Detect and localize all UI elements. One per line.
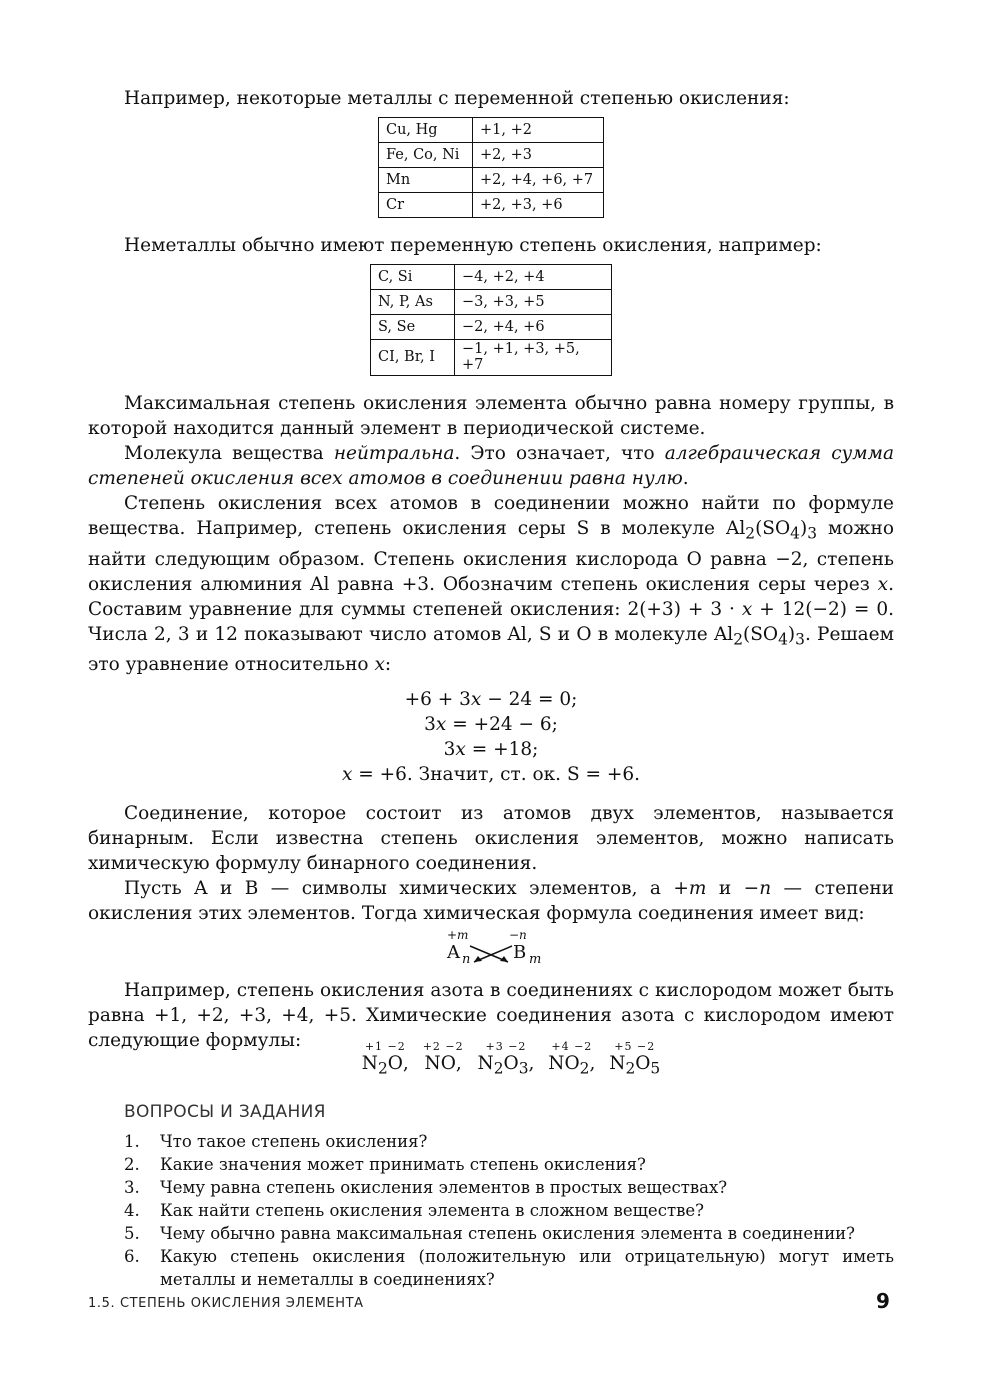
questions-heading: ВОПРОСЫ И ЗАДАНИЯ bbox=[124, 1102, 326, 1123]
table-cell: −2, +4, +6 bbox=[455, 315, 612, 340]
subscript-m: m bbox=[529, 952, 542, 968]
table-row bbox=[371, 265, 612, 290]
equation-block bbox=[88, 687, 894, 787]
paragraph-binary: Соединение, которое состоит из атомов двух элементов, называется бинарным. Если известна степень окисления элементов, можно написать химическую формулу бинарного соединения. bbox=[88, 803, 894, 875]
questions-list bbox=[88, 1130, 894, 1291]
equation-line: 3x = +18; bbox=[443, 739, 539, 761]
page-number: 9 bbox=[876, 1289, 890, 1313]
table-cell: N, P, As bbox=[371, 290, 455, 315]
equation-line: 3x = +24 − 6; bbox=[424, 714, 558, 736]
formula-al2so43: $Al_2(SO_4)_3$ bbox=[726, 518, 817, 543]
nitrogen-oxide-formula: +1 −2 $N_2O$, bbox=[361, 1040, 409, 1079]
table-cell: CI, Br, I bbox=[371, 340, 455, 376]
table-cell: +2, +4, +6, +7 bbox=[473, 168, 604, 193]
paragraph-ab: Пусть A и B — символы химических элементов, а +m и −n — степени окисления этих элементов. Тогда химическая формула соединения имеет вид: bbox=[88, 878, 894, 925]
table-cell: −4, +2, +4 bbox=[455, 265, 612, 290]
table-cell: −3, +3, +5 bbox=[455, 290, 612, 315]
formula-al2so43: $Al_2(SO_4)_3$ bbox=[713, 623, 805, 649]
element-a: A bbox=[447, 942, 460, 964]
oxidation-plus-m: +m bbox=[447, 928, 469, 943]
nitrogen-oxide-formula: +5 −2 $N_2O_5$ bbox=[609, 1040, 661, 1079]
table-row bbox=[371, 315, 612, 340]
table-row bbox=[379, 193, 604, 218]
metals-table bbox=[378, 117, 604, 218]
paragraph-neutral: Молекула вещества нейтральна. Это означает, что алгебраическая сумма степеней окисления всех атомов в соединении равна нулю. bbox=[88, 443, 894, 489]
list-item: 2. Какие значения может принимать степень окисления? bbox=[124, 1155, 646, 1175]
subscript-n: n bbox=[462, 952, 471, 968]
equation-line: x = +6. Значит, ст. ок. S = +6. bbox=[341, 764, 641, 786]
intro-metals: Например, некоторые металлы с переменной степенью окисления: bbox=[124, 88, 790, 109]
table-cell: C, Si bbox=[371, 265, 455, 290]
cross-arrows-icon bbox=[468, 942, 514, 966]
nitrogen-oxide-formula: +4 −2 $NO_2$, bbox=[548, 1040, 596, 1079]
page-body bbox=[88, 0, 894, 1291]
paragraph-nitrogen: Например, степень окисления азота в соединениях с кислородом может быть равна +1, +2, +3, +4, +5. Химические соединения азота с кислородом имеют следующие формулы: bbox=[88, 980, 894, 1052]
running-footer: 1.5. СТЕПЕНЬ ОКИСЛЕНИЯ ЭЛЕМЕНТА bbox=[88, 1296, 364, 1311]
binary-formula-scheme bbox=[441, 930, 541, 974]
table-cell: +2, +3, +6 bbox=[473, 193, 604, 218]
table-row bbox=[379, 168, 604, 193]
list-item: 3. Чему равна степень окисления элементов в простых веществах? bbox=[124, 1178, 728, 1198]
element-b: B bbox=[513, 942, 527, 964]
table-cell: Mn bbox=[379, 168, 473, 193]
list-item: 6. Какую степень окисления (положительную или отрицательную) могут иметь металлы и неметаллы в соединениях? bbox=[124, 1247, 894, 1290]
nitrogen-oxide-formula: +2 −2 NO, bbox=[422, 1040, 464, 1075]
list-item: 5. Чему обычно равна максимальная степень окисления элемента в соединении? bbox=[124, 1224, 856, 1244]
table-cell: Fe, Co, Ni bbox=[379, 143, 473, 168]
intro-nonmetals: Неметаллы обычно имеют переменную степень окисления, например: bbox=[124, 235, 822, 256]
table-row bbox=[379, 143, 604, 168]
table-cell: Cr bbox=[379, 193, 473, 218]
nonmetals-table bbox=[370, 264, 612, 376]
list-item: 4. Как найти степень окисления элемента в сложном веществе? bbox=[124, 1201, 704, 1221]
paragraph-calculation: Степень окисления всех атомов в соединении можно найти по формуле вещества. Например, степень окисления серы S в молекуле $Al_2(SO_4)_3$ можно найти следующим образом. Степень окисления кислорода O равна −2, степень окисления алюминия Al равна +3. Обозначим степень окисления серы через x. Составим уравнение для суммы степеней окисления: 2(+3) + 3 · x + 12(−2) = 0. Числа 2, 3 и 12 показывают число атомов Al, S и O в молекуле $Al_2(SO_4)_3$. Решаем это уравнение относительно x: bbox=[88, 493, 894, 676]
list-item: 1. Что такое степень окисления? bbox=[124, 1132, 428, 1152]
oxidation-minus-n: −n bbox=[509, 928, 527, 943]
paragraph-max-oxidation: Максимальная степень окисления элемента обычно равна номеру группы, в которой находится данный элемент в периодической системе. bbox=[88, 393, 894, 439]
table-cell: S, Se bbox=[371, 315, 455, 340]
table-cell: +2, +3 bbox=[473, 143, 604, 168]
table-cell: Cu, Hg bbox=[379, 118, 473, 143]
table-row bbox=[371, 340, 612, 376]
equation-line: +6 + 3x − 24 = 0; bbox=[404, 689, 578, 711]
table-cell: −1, +1, +3, +5, +7 bbox=[455, 340, 612, 376]
table-cell: +1, +2 bbox=[473, 118, 604, 143]
nitrogen-oxide-formula: +3 −2 $N_2O_3$, bbox=[477, 1040, 535, 1079]
table-row bbox=[371, 290, 612, 315]
table-row bbox=[379, 118, 604, 143]
